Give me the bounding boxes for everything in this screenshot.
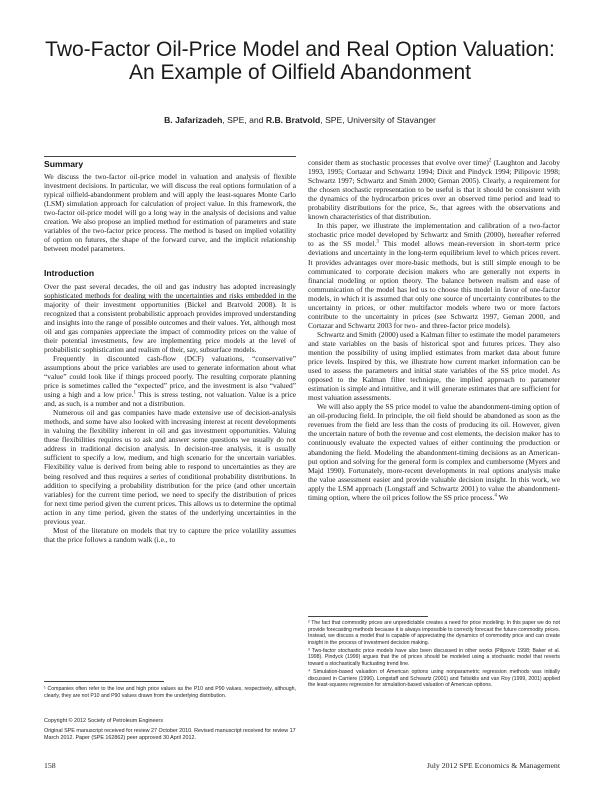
right-p2-tail: This model allows mean-reversion in short-term price deviations and uncertainty in the long-term equilibrium level to which prices revert. It provides advantages over more-basic methods, but is still simple enough to be communicated to corporate decision makers who are generally not experts in financial modeling or option theory. The balance between realism and ease of communication of the model has led us to choose this model in favor of one-factor models, in which it is assumed that only one source of uncertainty contributes to the uncertainty in prices, or other multifactor models where two or more factors contribute to the uncertainty in prices (see Schwartz 1997, Geman 2000, and Cortazar and Schwartz 2003 for two- and three-factor price models). (308, 239, 560, 330)
journal-footer: July 2012 SPE Economics & Management (426, 761, 560, 770)
right-p4-text: We will also apply the SS price model to value the abandonment-timing option of an oil-producing field. In principle, the oil field should be abandoned as soon as the revenues from the field are less than the costs of producing its oil. However, given the uncertain nature of both the revenue and cost elements, the decision maker has to continuously evaluate the expected values of either continuing the production or abandoning the field. Modeling the abandonment-timing decisions as an American-put option and solving for the general form is complex and cumbersome (Myers and Majd 1990). Fortunately, more-recent developments in real options analysis make the value assessment easier and provide valuable decision insight. In this work, we apply the LSM approach (Longstaff and Schwartz 2001) to value the abandonment-timing option, where the oil prices follow the SS price process. (308, 402, 560, 502)
footnote-ref-4: 4 (494, 493, 497, 499)
footnote-3: ³ Two-factor stochastic price models have also been discussed in other works (Pilipovic 1998; Baker et al. 1998). Pindyck (1999) argues that the oil prices should be modeled using a stochastic model that reverts toward a stochastically fluctuating trend line. (308, 647, 560, 668)
footnote-ref-2: 2 (488, 158, 492, 164)
footnote-rule-left (44, 681, 164, 682)
footnote-4: ⁴ Simulation-based valuation of American options using nonparametric regression methods was initially discussed in Carriere (1996). Longstaff and Schwartz (2001) and Tsitsiklis and van Roy (1999, 2001) applied the least-squares regression for simulation-based valuation of American options. (308, 669, 560, 689)
right-paragraph-4 (308, 402, 560, 502)
intro-paragraph-2 (44, 354, 296, 408)
footnote-2: ² The fact that commodity prices are unpredictable creates a need for price modeling. In this paper we do not provide forecasting methods because it is always impossible to correctly forecast the future commodity prices. Instead, we discuss a model that is capable of appreciating the dynamics of commodity price and can create insight in the process of investment decision making. (308, 620, 560, 646)
manuscript-history: Original SPE manuscript received for review 27 October 2010. Revised manuscript received for review 17 March 2012. Paper (SPE 162862) peer approved 30 April 2012. (44, 727, 296, 741)
intro-p2-text: Frequently in discounted cash-flow (DCF) valuations, “conservative” assumptions about the price variables are used to generate information about what “value” could look like if things proceed poorly. The resulting corporate planning price is sometimes called the “expected” price, and the investment is also “valued” using a high and a low price. (44, 353, 296, 400)
author-jafarizadeh: B. Jafarizadeh (164, 115, 223, 125)
right-paragraph-1 (308, 158, 560, 221)
right-p1-tail: (Laughton and Jacoby 1993, 1995; Cortazar and Schwartz 1994; Dixit and Pindyck 1994; Pilipovic 1998; Schwartz 1997; Schwartz and Smith 2000; Geman 2005). Clearly, a requirement for the chosen stochastic representation to be useful is that it should be consistent with the dynamics of the hydrocarbon prices over an observed time period and lead to probability distributions for the price, Sₜ, that agrees with the observations and known characteristics of that distribution. (308, 158, 560, 222)
footnote-ref-1: 1 (133, 390, 136, 396)
author-separator-1: , SPE, and (222, 115, 266, 125)
intro-p2-tail: This is stress testing, not valuation. Value is a price and, as such, is a number and not a distribution. (44, 390, 296, 409)
summary-rule-top (44, 156, 296, 157)
right-column (308, 158, 560, 502)
footnote-ref-3: 3 (376, 239, 379, 245)
author-line (40, 115, 560, 125)
right-p2-text: In this paper, we illustrate the implementation and calibration of a two-factor stochastic price model developed by Schwartz and Smith (2000), hereafter referred to as the SS model. (308, 221, 560, 249)
right-paragraph-2 (308, 221, 560, 330)
intro-paragraph-4: Most of the literature on models that try to capture the price volatility assumes that the price follows a random walk (i.e., to (44, 525, 296, 544)
right-p1-text: consider them as stochastic processes that evolve over time) (308, 158, 489, 167)
footnote-1: ¹ Companies often refer to the low and high price values as the P10 and P90 values, respectively, although, clearly, they are not P10 and P90 values drawn from the underlying distribution. (44, 686, 296, 699)
footnotes-left (44, 686, 296, 701)
page-number: 158 (44, 761, 56, 770)
author-affiliation: , SPE, University of Stavanger (320, 115, 436, 125)
right-paragraph-3: Schwartz and Smith (2000) used a Kalman filter to estimate the model parameters and state variables on the basis of historical spot and futures prices. They also mention the possibility of using implied estimates from market data about future price levels. Inspired by this, we illustrate how current market information can be used to assess the parameters and initial state variables of the SS price model. As opposed to the Kalman filter technique, the implied approach to parameter estimation is simple and intuitive, and it will generate estimates that are sufficient for most valuation assessments. (308, 329, 560, 403)
summary-rule-bottom (44, 299, 296, 300)
intro-paragraph-1: Over the past several decades, the oil and gas industry has adopted increasingly sophisticated methods for dealing with the uncertainties and risks embedded in the majority of their investment opportunities (Bickel and Bratvold 2008). It is recognized that a consistent probabilistic approach provides improved understanding and insights into the range of possible outcomes and their values. Yet, although most oil and gas companies appreciate the impact of commodity prices on the value of their potential investments, few are implementing price models at the level of probabilistic sophistication and realism of their, say, subsurface models. (44, 281, 296, 354)
summary-heading: Summary (44, 159, 84, 169)
left-column (44, 160, 296, 544)
copyright-block (44, 718, 296, 744)
summary-paragraph: We discuss the two-factor oil-price model in valuation and analysis of flexible investment decisions. In particular, we will discuss the real options formulation of a typical oilfield-abandonment problem and will apply the least-squares Monte Carlo (LSM) simulation approach for calculation of project value. In this framework, the two-factor oil-price model will go a long way in the analysis of decisions and value creation. We also propose an implied method for estimation of parameters and state variables of the two-factor price process. The method is based on implied volatility of option on futures, the shape of the forward curve, and the implicit relationship between model parameters. (44, 172, 296, 254)
introduction-heading: Introduction (44, 268, 95, 279)
intro-paragraph-3: Numerous oil and gas companies have made extensive use of decision-analysis methods, and some have also looked with increasing interest at recent developments in valuing the flexibility inherent in oil and gas investment opportunities. Valuing these flexibilities requires us to ask and answer some questions we usually do not address in traditional decision analysis. In decision-tree analysis, it is usually sufficient to specify a low, medium, and high scenario for the uncertain variables. Flexibility value is derived from being able to respond to uncertainties as they are being resolved and thus requires a series of conditional probability distributions. In addition to specifying a probability distribution for the price (and other uncertain variables) for the current time period, we need to specify the distribution of prices for next time period given the current prices. This allows us to determine the optimal action in any time period, given the states of the underlying uncertainties in the previous year. (44, 408, 296, 526)
spacer (44, 253, 296, 263)
copyright-line: Copyright © 2012 Society of Petroleum Engineers (44, 718, 164, 724)
footnotes-right (308, 620, 560, 690)
footnote-rule-right (308, 616, 428, 617)
right-p4-tail: We (496, 492, 509, 502)
author-bratvold: R.B. Bratvold (265, 115, 321, 125)
paper-title: Two-Factor Oil-Price Model and Real Option Valuation: An Example of Oilfield Abandonment (45, 38, 555, 84)
